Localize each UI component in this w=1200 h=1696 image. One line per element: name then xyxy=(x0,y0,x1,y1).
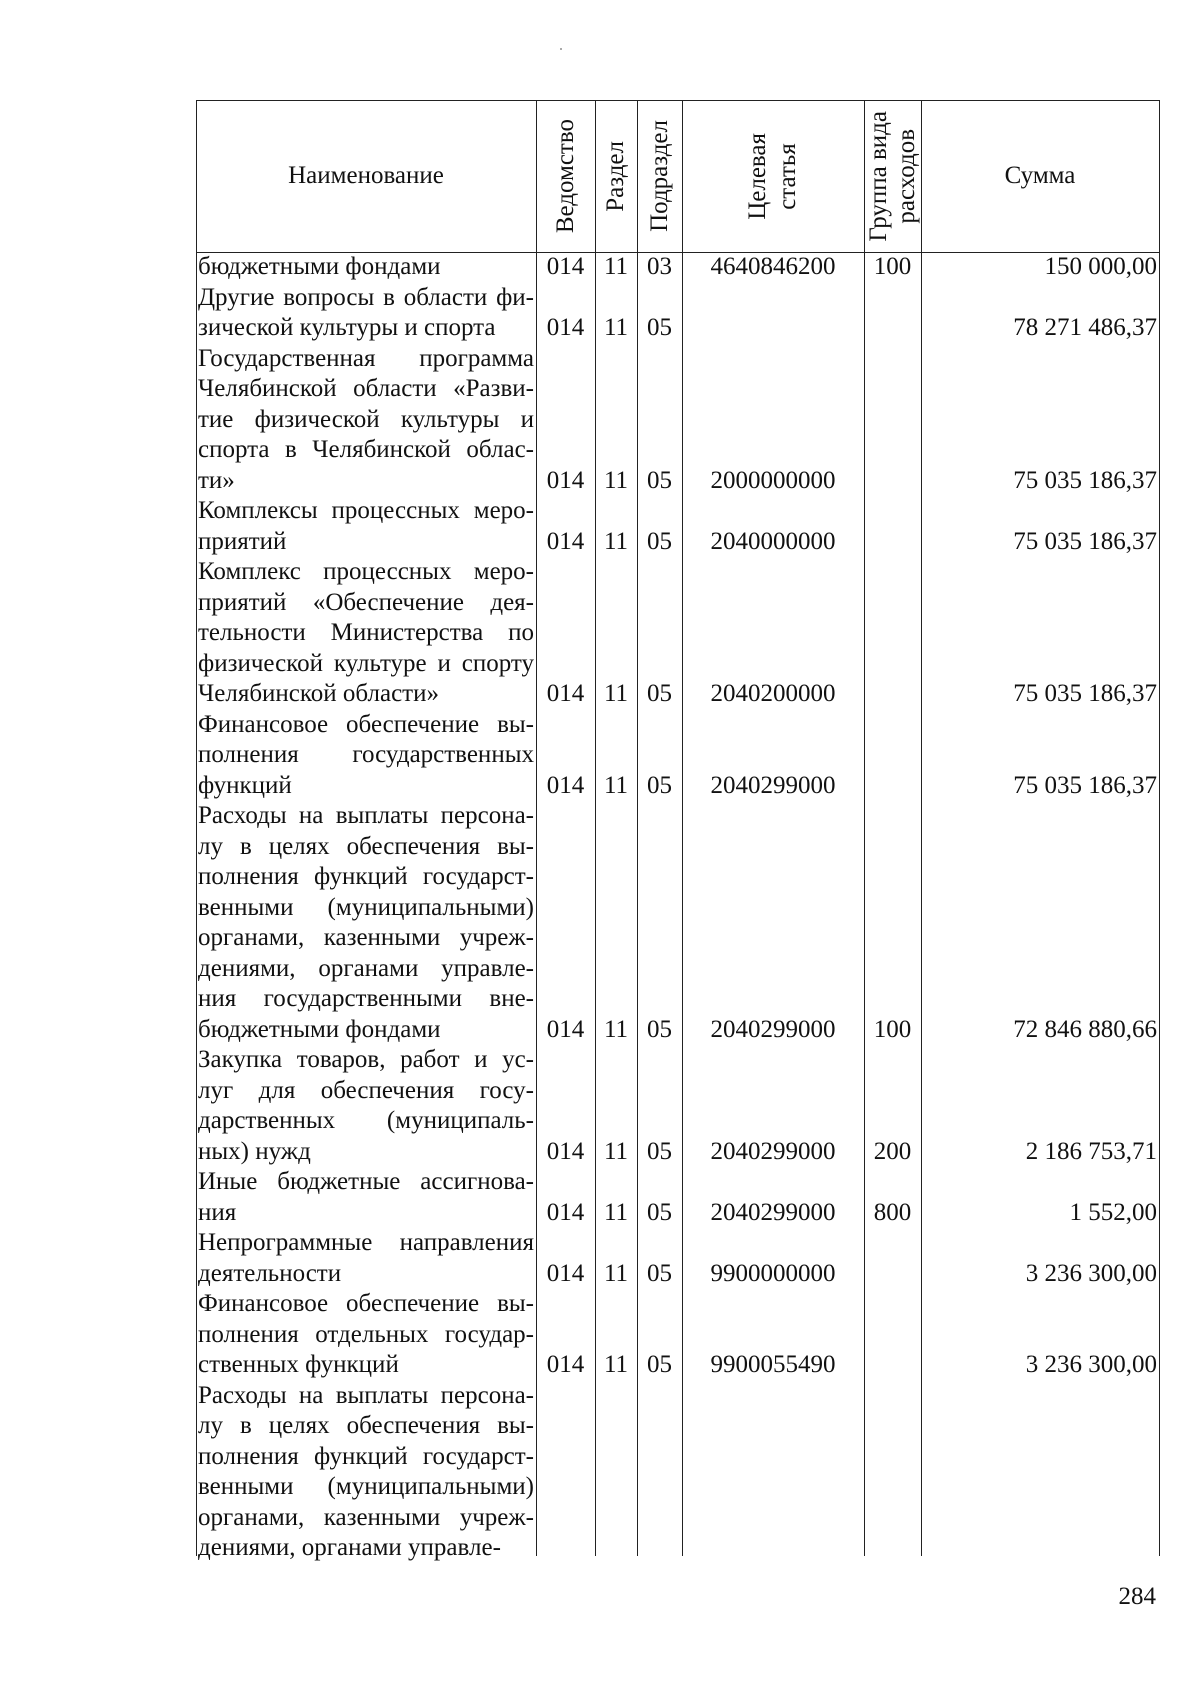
header-gruppa-line2: расходов xyxy=(892,128,920,224)
row-name-line: деятельности xyxy=(198,1259,342,1287)
row-celevaya-cell: 2000000000 xyxy=(710,466,836,494)
row-name-line: ственных функций xyxy=(198,1351,399,1378)
header-gruppa-wrap xyxy=(865,111,921,242)
row-gruppa-cell xyxy=(864,1228,921,1289)
row-summa-cell: 75 035 186,37 xyxy=(1013,680,1157,707)
row-name-line: функций xyxy=(198,771,292,799)
row-name-cell xyxy=(196,283,536,344)
row-razdel-cell: 11 xyxy=(603,1351,629,1378)
row-name-line: полнения государственных xyxy=(198,741,534,768)
row-podrazdel-cell: 05 xyxy=(647,1015,672,1043)
row-name-cell xyxy=(196,496,536,557)
row-razdel-cell: 11 xyxy=(603,1015,629,1043)
budget-table xyxy=(196,100,1159,1561)
row-vedomstvo-cell: 014 xyxy=(546,466,585,494)
row-gruppa-cell: 800 xyxy=(873,1198,912,1226)
header-celevaya-statya xyxy=(682,100,864,252)
row-summa-cell xyxy=(921,1381,1159,1564)
row-name-line: дениями, органами управле- xyxy=(198,1534,501,1561)
table-row xyxy=(196,1045,1159,1167)
table-row xyxy=(196,283,1159,344)
row-name-cell xyxy=(196,710,536,802)
row-vedomstvo-cell: 014 xyxy=(546,527,585,555)
row-celevaya-cell: 2040299000 xyxy=(710,771,836,799)
row-name-line: органами, казенными учреж- xyxy=(198,924,534,951)
row-summa-cell: 3 236 300,00 xyxy=(1025,1351,1157,1378)
row-name-line: Непрограммные направления xyxy=(198,1229,534,1256)
header-summa-text: Сумма xyxy=(1004,162,1076,189)
row-podrazdel-cell: 05 xyxy=(647,527,672,555)
table-left-border-header xyxy=(196,100,197,252)
row-podrazdel-cell: 05 xyxy=(647,1351,672,1378)
header-celevaya-wrap xyxy=(743,133,803,220)
row-name-line: полнения функций государст- xyxy=(198,863,534,890)
row-name-line: дарственных (муниципаль- xyxy=(198,1107,534,1134)
row-name-line: ти» xyxy=(198,466,235,494)
table-row xyxy=(196,1167,1159,1228)
row-podrazdel-cell xyxy=(637,1381,682,1564)
row-name-line: ных) нужд xyxy=(198,1137,311,1165)
row-name-cell xyxy=(196,1228,536,1289)
page-number: 284 xyxy=(1118,1583,1156,1610)
row-name-line: спорта в Челябинской облас- xyxy=(198,436,534,463)
row-razdel-cell: 11 xyxy=(603,680,629,707)
row-name-line: Иные бюджетные ассигнова- xyxy=(198,1168,534,1195)
row-name-line: тие физической культуры и xyxy=(198,405,534,433)
row-gruppa-cell xyxy=(864,1381,921,1564)
header-gruppa-line1: Группа вида xyxy=(864,110,892,242)
header-razdel-text: Раздел xyxy=(602,140,629,212)
header-celevaya-line1: Целевая xyxy=(744,132,771,220)
table-row xyxy=(196,801,1159,1045)
row-summa-cell: 75 035 186,37 xyxy=(1013,466,1157,494)
row-name-cell xyxy=(196,1381,536,1564)
row-podrazdel-cell: 05 xyxy=(647,1259,672,1287)
scan-speck xyxy=(560,48,562,50)
row-name-line: дениями, органами управле- xyxy=(198,954,534,982)
row-vedomstvo-cell: 014 xyxy=(546,1015,585,1043)
table-row xyxy=(196,1289,1159,1381)
row-celevaya-cell: 2040299000 xyxy=(710,1015,836,1043)
row-name-line: ния государственными вне- xyxy=(198,985,534,1012)
row-name-line: Государственная программа xyxy=(198,344,534,372)
row-celevaya-cell: 2040000000 xyxy=(710,527,836,555)
row-name-line: Челябинской области «Разви- xyxy=(198,375,534,402)
row-celevaya-cell xyxy=(682,1381,864,1564)
table-row xyxy=(196,1228,1159,1289)
row-celevaya-cell: 4640846200 xyxy=(710,253,836,280)
table-row xyxy=(196,557,1159,710)
table-row xyxy=(196,1381,1159,1564)
row-name-line: физической культуре и спорту xyxy=(198,649,534,677)
row-name-line: полнения функций государст- xyxy=(198,1442,534,1470)
row-razdel-cell: 11 xyxy=(603,253,629,280)
table-top-border xyxy=(196,100,1159,101)
row-vedomstvo-cell: 014 xyxy=(546,1259,585,1287)
row-summa-cell: 72 846 880,66 xyxy=(1013,1015,1157,1043)
row-name-cell xyxy=(196,1045,536,1167)
row-gruppa-cell: 200 xyxy=(873,1137,912,1165)
row-name-cell xyxy=(196,252,536,283)
header-razdel xyxy=(595,100,637,252)
row-summa-cell: 3 236 300,00 xyxy=(1025,1259,1157,1287)
row-summa-cell: 78 271 486,37 xyxy=(1013,314,1157,341)
row-name-line: Закупка товаров, работ и ус- xyxy=(198,1046,534,1073)
row-name-line: бюджетными фондами xyxy=(198,253,441,280)
row-razdel-cell: 11 xyxy=(603,771,629,799)
row-podrazdel-cell: 05 xyxy=(647,314,672,341)
table-right-border xyxy=(1159,100,1160,1556)
row-name-line: Комплексы процессных меро- xyxy=(198,497,534,524)
row-razdel-cell: 11 xyxy=(603,466,629,494)
table-row xyxy=(196,252,1159,283)
row-name-line: Челябинской области» xyxy=(198,680,439,707)
row-vedomstvo-cell: 014 xyxy=(546,1351,585,1378)
table-row xyxy=(196,496,1159,557)
row-razdel-cell: 11 xyxy=(603,527,629,555)
row-razdel-cell: 11 xyxy=(603,1198,629,1226)
row-gruppa-cell xyxy=(864,344,921,497)
row-celevaya-cell xyxy=(682,283,864,344)
row-summa-cell: 150 000,00 xyxy=(1044,253,1157,280)
row-gruppa-cell xyxy=(864,496,921,557)
row-name-line: Другие вопросы в области фи- xyxy=(198,283,534,311)
row-gruppa-cell xyxy=(864,710,921,802)
row-name-line: луг для обеспечения госу- xyxy=(198,1076,534,1104)
row-celevaya-cell: 2040299000 xyxy=(710,1198,836,1226)
row-gruppa-cell xyxy=(864,283,921,344)
header-vedomstvo-text: Ведомство xyxy=(551,118,579,234)
row-name-line: полнения отдельных государ- xyxy=(198,1320,534,1348)
row-podrazdel-cell: 05 xyxy=(647,771,672,799)
row-celevaya-cell: 9900055490 xyxy=(710,1351,836,1378)
row-name-line: Расходы на выплаты персона- xyxy=(198,1381,534,1409)
row-razdel-cell xyxy=(595,1381,637,1564)
row-name-line: Расходы на выплаты персона- xyxy=(198,802,534,829)
row-razdel-cell: 11 xyxy=(603,1137,629,1165)
row-name-line: венными (муниципальными) xyxy=(198,893,534,921)
row-name-line: Финансовое обеспечение вы- xyxy=(198,1290,534,1317)
table-row xyxy=(196,710,1159,802)
row-name-cell xyxy=(196,1289,536,1381)
header-podrazdel xyxy=(637,100,682,252)
header-summa xyxy=(921,100,1159,252)
row-vedomstvo-cell: 014 xyxy=(546,1198,585,1226)
row-name-cell xyxy=(196,1167,536,1228)
row-name-line: лу в целях обеспечения вы- xyxy=(198,1412,534,1439)
row-celevaya-cell: 9900000000 xyxy=(710,1259,836,1287)
row-celevaya-cell: 2040200000 xyxy=(710,680,836,707)
row-razdel-cell: 11 xyxy=(603,1259,629,1287)
row-podrazdel-cell: 05 xyxy=(647,680,672,707)
row-vedomstvo-cell: 014 xyxy=(546,314,585,341)
table-row xyxy=(196,344,1159,497)
table-body xyxy=(196,252,1159,1564)
row-vedomstvo-cell: 014 xyxy=(546,771,585,799)
row-name-line: органами, казенными учреж- xyxy=(198,1503,534,1531)
row-name-line: венными (муниципальными) xyxy=(198,1473,534,1500)
row-podrazdel-cell: 05 xyxy=(647,466,672,494)
row-summa-cell: 75 035 186,37 xyxy=(1013,771,1157,799)
row-name-cell xyxy=(196,557,536,710)
header-name-text: Наименование xyxy=(288,162,444,189)
row-gruppa-cell xyxy=(864,1289,921,1381)
header-gruppa xyxy=(864,100,921,252)
row-podrazdel-cell: 03 xyxy=(647,253,672,280)
row-name-line: ния xyxy=(198,1198,237,1226)
header-vedomstvo xyxy=(536,100,595,252)
row-name-line: приятий «Обеспечение дея- xyxy=(198,588,534,616)
row-gruppa-cell xyxy=(864,557,921,710)
row-name-cell xyxy=(196,801,536,1045)
row-vedomstvo-cell: 014 xyxy=(546,680,585,707)
header-name xyxy=(196,100,536,252)
row-name-line: Комплекс процессных меро- xyxy=(198,558,534,585)
row-celevaya-cell: 2040299000 xyxy=(710,1137,836,1165)
row-summa-cell: 1 552,00 xyxy=(1069,1198,1157,1226)
row-name-line: лу в целях обеспечения вы- xyxy=(198,832,534,860)
row-name-line: бюджетными фондами xyxy=(198,1015,441,1043)
row-name-line: Финансовое обеспечение вы- xyxy=(198,710,534,738)
row-vedomstvo-cell: 014 xyxy=(546,1137,585,1165)
row-gruppa-cell: 100 xyxy=(873,253,912,280)
header-podrazdel-text: Подраздел xyxy=(645,120,673,232)
row-razdel-cell: 11 xyxy=(603,314,629,341)
row-vedomstvo-cell: 014 xyxy=(546,253,585,280)
row-podrazdel-cell: 05 xyxy=(647,1198,672,1226)
row-name-cell xyxy=(196,344,536,497)
header-celevaya-line2: статья xyxy=(774,142,801,210)
row-vedomstvo-cell xyxy=(536,1381,595,1564)
row-summa-cell: 75 035 186,37 xyxy=(1013,527,1157,555)
row-podrazdel-cell: 05 xyxy=(647,1137,672,1165)
row-name-line: тельности Министерства по xyxy=(198,619,534,646)
row-name-line: зической культуры и спорта xyxy=(198,314,496,341)
row-summa-cell: 2 186 753,71 xyxy=(1025,1137,1157,1165)
row-name-line: приятий xyxy=(198,527,287,555)
row-gruppa-cell: 100 xyxy=(873,1015,912,1043)
